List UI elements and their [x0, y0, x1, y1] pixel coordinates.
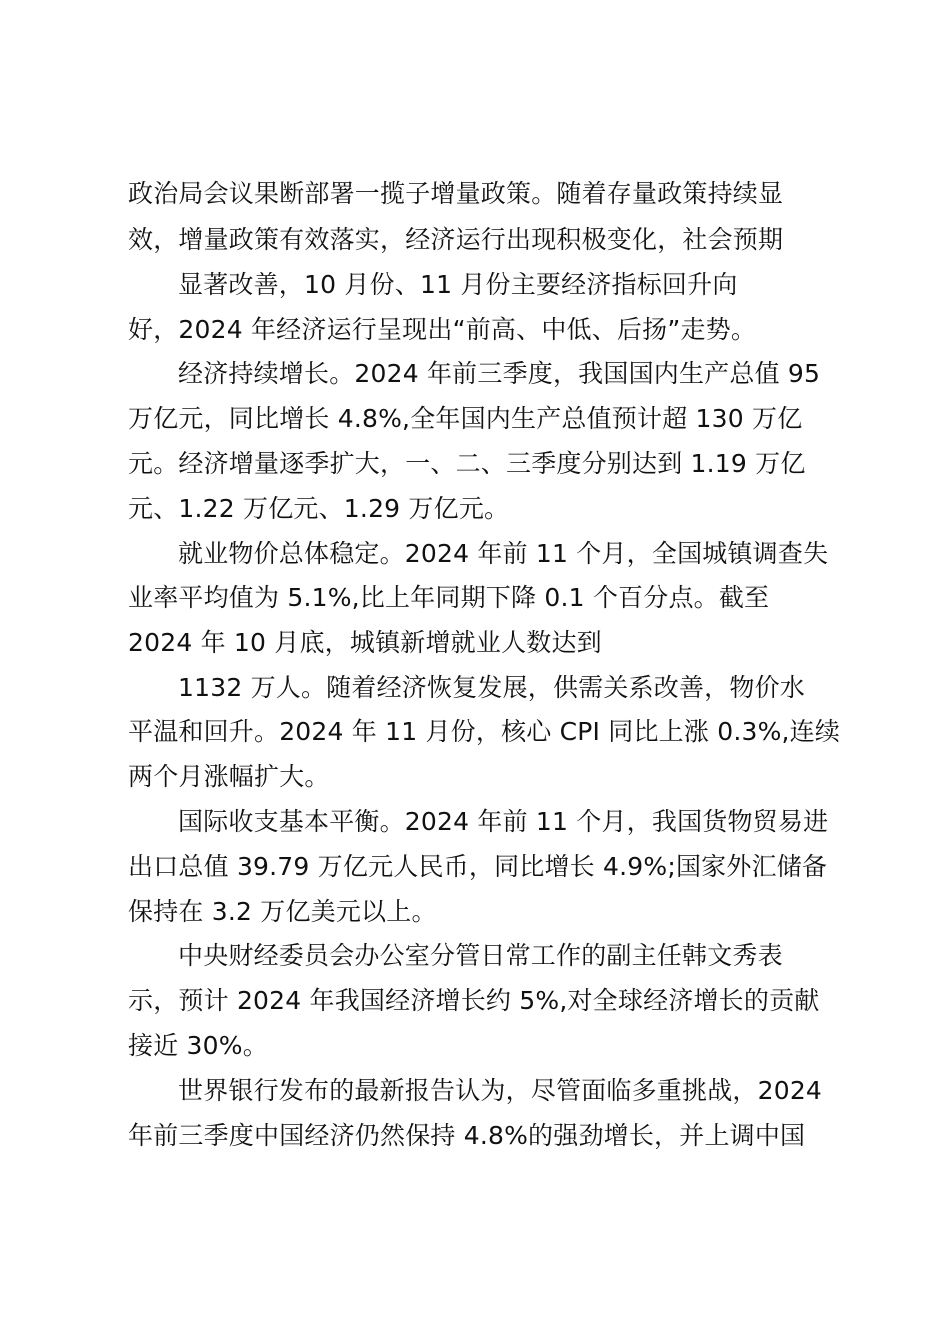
text-line: 元。经济增量逐季扩大，一、二、三季度分别达到 1.19 万亿 [128, 449, 806, 478]
text-line: 效，增量政策有效落实，经济运行出现积极变化，社会预期 [128, 225, 784, 254]
text-line: 就业物价总体稳定。2024 年前 11 个月，全国城镇调查失 [178, 539, 829, 568]
text-line: 示，预计 2024 年我国经济增长约 5%,对全球经济增长的贡献 [128, 986, 820, 1015]
text-line: 万亿元，同比增长 4.8%,全年国内生产总值预计超 130 万亿 [128, 404, 803, 433]
text-line: 经济持续增长。2024 年前三季度，我国国内生产总值 95 [178, 359, 821, 388]
text-line: 保持在 3.2 万亿美元以上。 [128, 897, 437, 926]
text-line: 两个月涨幅扩大。 [128, 762, 330, 791]
text-line: 平温和回升。2024 年 11 月份，核心 CPI 同比上涨 0.3%,连续 [128, 717, 841, 746]
text-line: 国际收支基本平衡。2024 年前 11 个月，我国货物贸易进 [178, 807, 829, 836]
text-line: 政治局会议果断部署一揽子增量政策。随着存量政策持续显 [128, 179, 784, 208]
text-line: 年前三季度中国经济仍然保持 4.8%的强劲增长，并上调中国 [128, 1121, 806, 1150]
text-line: 出口总值 39.79 万亿元人民币，同比增长 4.9%;国家外汇储备 [128, 852, 828, 881]
text-line: 接近 30%。 [128, 1031, 268, 1060]
text-line: 2024 年 10 月底，城镇新增就业人数达到 [128, 628, 602, 657]
text-line: 业率平均值为 5.1%,比上年同期下降 0.1 个百分点。截至 [128, 583, 770, 612]
text-line: 显著改善，10 月份、11 月份主要经济指标回升向 [178, 270, 738, 299]
text-line: 1132 万人。随着经济恢复发展，供需关系改善，物价水 [178, 673, 805, 702]
text-line: 好，2024 年经济运行呈现出“前高、中低、后扬”走势。 [128, 315, 757, 344]
text-line: 中央财经委员会办公室分管日常工作的副主任韩文秀表 [178, 941, 783, 970]
text-line: 元、1.22 万亿元、1.29 万亿元。 [128, 494, 510, 523]
text-line: 世界银行发布的最新报告认为，尽管面临多重挑战，2024 [178, 1076, 823, 1105]
